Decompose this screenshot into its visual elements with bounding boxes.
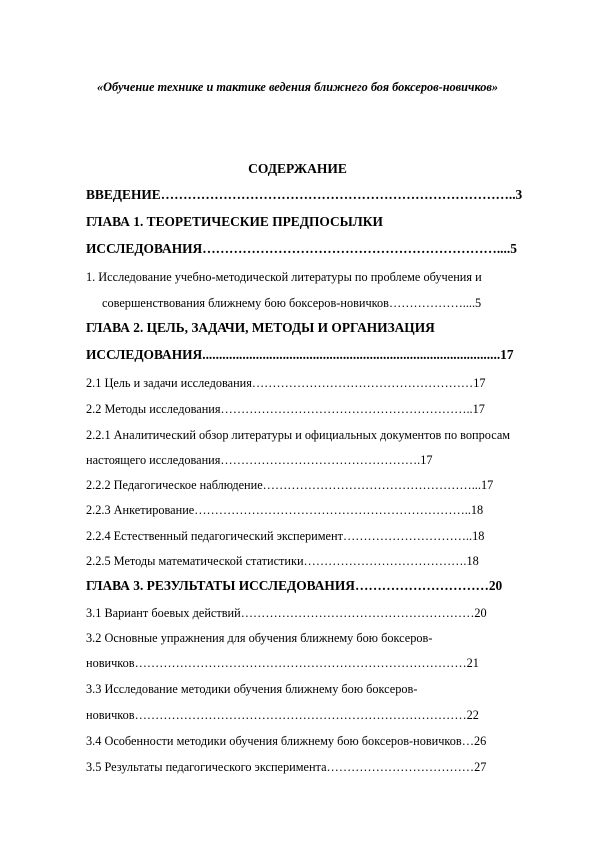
toc-line-chapter-3: ГЛАВА 3. РЕЗУЛЬТАТЫ ИССЛЕДОВАНИЯ…………………………20 [86, 578, 503, 593]
toc-line-3-2: 3.2 Основные упражнения для обучения ближнему бою боксеров- [86, 631, 433, 645]
toc-line-3-1: 3.1 Вариант боевых действий…………………………………………………20 [86, 606, 487, 620]
toc-line-2-2-4: 2.2.4 Естественный педагогический эксперимент…………………………..18 [86, 529, 485, 543]
toc-line-2-1: 2.1 Цель и задачи исследования………………………………………………17 [86, 376, 486, 390]
toc-line-chapter-2: ГЛАВА 2. ЦЕЛЬ, ЗАДАЧИ, МЕТОДЫ И ОРГАНИЗАЦИЯ [86, 320, 435, 335]
toc-line-section-1-cont: совершенствования ближнему бою боксеров-новичков………………....5 [102, 296, 482, 310]
toc-line-introduction: ВВЕДЕНИЕ……………………………………………………………………..3 [86, 187, 523, 202]
toc-line-3-3: 3.3 Исследование методики обучения ближнему бою боксеров- [86, 682, 418, 696]
toc-line-2-2-2: 2.2.2 Педагогическое наблюдение……………………………………………...17 [86, 478, 494, 492]
toc-line-3-4: 3.4 Особенности методики обучения ближнему бою боксеров-новичков…26 [86, 734, 487, 748]
toc-line-3-5: 3.5 Результаты педагогического эксперимента………………………………27 [86, 760, 487, 774]
toc-line-chapter-1: ГЛАВА 1. ТЕОРЕТИЧЕСКИЕ ПРЕДПОСЫЛКИ [86, 214, 383, 229]
toc-line-3-2-cont: новичков………………………………………………………………………21 [86, 656, 479, 670]
toc-line-2-2-3: 2.2.3 Анкетирование…………………………………………………………..18 [86, 503, 484, 517]
toc-heading: СОДЕРЖАНИЕ [248, 161, 347, 176]
toc-line-2-2-5: 2.2.5 Методы математической статистики………………………………….18 [86, 554, 479, 568]
work-title: «Обучение технике и тактике ведения ближнего боя боксеров-новичков» [96, 80, 499, 94]
toc-line-2-2: 2.2 Методы исследования……………………………………………………..17 [86, 402, 485, 416]
toc-line-section-1: 1. Исследование учебно-методической литературы по проблеме обучения и [86, 270, 482, 284]
toc-line-3-3-cont: новичков………………………………………………………………………22 [86, 708, 479, 722]
toc-line-chapter-1-cont: ИССЛЕДОВАНИЯ…………………………………………………………....5 [86, 241, 517, 256]
toc-line-2-2-1-cont: настоящего исследования………………………………………….17 [86, 453, 433, 467]
toc-line-chapter-2-cont: ИССЛЕДОВАНИЯ.........................................................................................17 [86, 347, 514, 362]
toc-line-2-2-1: 2.2.1 Аналитический обзор литературы и официальных документов по вопросам [86, 428, 511, 442]
